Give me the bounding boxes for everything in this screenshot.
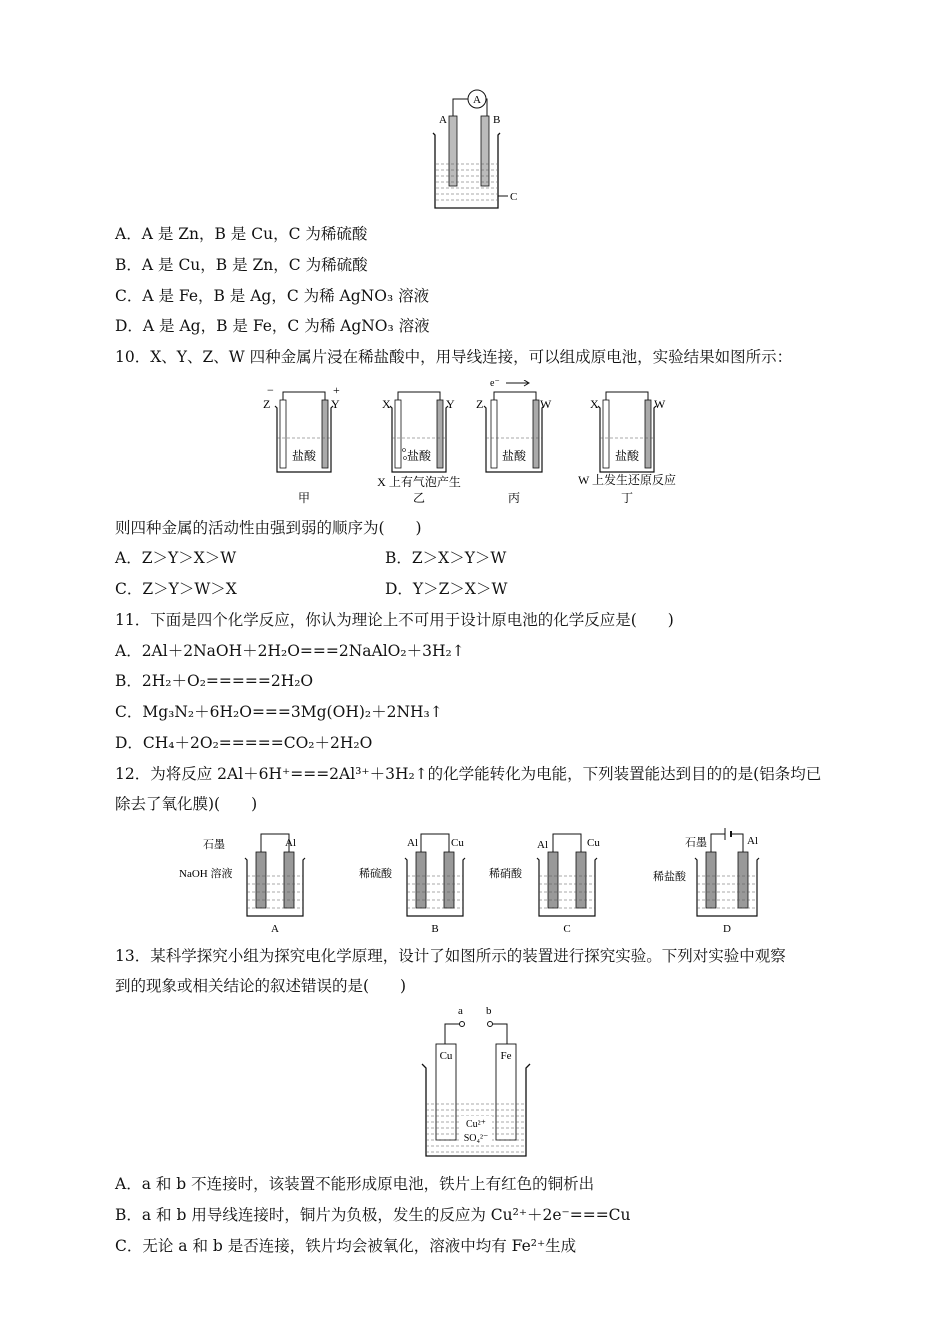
svg-text:NaOH 溶液: NaOH 溶液 — [179, 868, 233, 880]
svg-text:W: W — [654, 397, 666, 411]
q13-apparatus-figure — [420, 1004, 540, 1160]
svg-text:石墨: 石墨 — [685, 837, 707, 849]
q13-stem-line1: 13．某科学探究小组为探究电化学原理，设计了如图所示的装置进行探究实验。下列对实验中观察 — [115, 947, 786, 965]
svg-text:Al: Al — [747, 835, 758, 847]
svg-text:甲: 甲 — [297, 491, 311, 505]
ammeter-label: A — [473, 94, 481, 106]
terminal-a-label: a — [458, 1005, 463, 1017]
cu-electrode-label: Cu — [439, 1050, 453, 1062]
q9-option-b: B．A 是 Cu，B 是 Zn，C 为稀硫酸 — [115, 256, 368, 274]
q13-stem-line2: 到的现象或相关结论的叙述错误的是( ) — [115, 977, 407, 995]
svg-text:X: X — [590, 397, 599, 411]
svg-text:盐酸: 盐酸 — [614, 449, 640, 463]
q12-stem-line2: 除去了氧化膜)( ) — [115, 795, 258, 813]
svg-text:盐酸: 盐酸 — [501, 449, 527, 463]
sulfate-ion-label: SO₄²⁻ — [463, 1133, 489, 1144]
svg-text:Y: Y — [331, 397, 340, 411]
svg-text:丙: 丙 — [507, 491, 521, 505]
q10-question: 则四种金属的活动性由强到弱的顺序为( ) — [115, 519, 422, 537]
svg-text:W 上发生还原反应: W 上发生还原反应 — [577, 473, 677, 487]
q11-option-c: C．Mg₃N₂＋6H₂O===3Mg(OH)₂＋2NH₃↑ — [115, 703, 443, 721]
svg-text:Al: Al — [537, 839, 548, 851]
svg-text:乙: 乙 — [412, 491, 426, 505]
svg-text:Cu: Cu — [451, 837, 464, 849]
q11-option-a: A．2Al＋2NaOH＋2H₂O===2NaAlO₂＋3H₂↑ — [115, 642, 465, 660]
svg-text:稀盐酸: 稀盐酸 — [653, 871, 686, 883]
q12-cell-b — [359, 834, 465, 935]
q12-cell-d — [653, 828, 759, 935]
q12-figures — [175, 826, 775, 938]
svg-text:−: − — [267, 383, 274, 397]
svg-text:Al: Al — [407, 837, 418, 849]
q10-option-a: A．Z＞Y＞X＞W — [115, 549, 237, 567]
q10-option-c: C．Z＞Y＞W＞X — [115, 580, 237, 598]
solution-c-label: C — [510, 191, 518, 203]
svg-text:X: X — [382, 397, 391, 411]
q12-stem-line1: 12．为将反应 2Al＋6H⁺===2Al³⁺＋3H₂↑的化学能转化为电能，下列装置能达到目的的是(铝条均已 — [115, 765, 822, 783]
q9-option-d: D．A 是 Ag，B 是 Fe，C 为稀 AgNO₃ 溶液 — [115, 317, 430, 335]
q9-option-a: A．A 是 Zn，B 是 Cu，C 为稀硫酸 — [115, 225, 368, 243]
q10-cell-yi — [377, 392, 461, 505]
svg-text:Z: Z — [263, 397, 271, 411]
q11-option-d: D．CH₄＋2O₂=====CO₂＋2H₂O — [115, 734, 373, 752]
svg-text:石墨: 石墨 — [203, 839, 225, 851]
svg-text:e⁻: e⁻ — [490, 380, 500, 389]
svg-text:+: + — [333, 383, 340, 397]
q10-cell-ding — [578, 392, 676, 505]
q10-figures — [258, 380, 698, 510]
q10-cell-bing — [476, 380, 552, 505]
q11-stem: 11．下面是四个化学反应，你认为理论上不可用于设计原电池的化学反应是( ) — [115, 611, 674, 629]
terminal-b-label: b — [486, 1005, 492, 1017]
svg-text:Al: Al — [285, 837, 296, 849]
svg-text:稀硫酸: 稀硫酸 — [359, 868, 392, 880]
svg-text:A: A — [271, 923, 279, 935]
svg-text:Y: Y — [446, 397, 455, 411]
svg-text:盐酸: 盐酸 — [406, 449, 432, 463]
q11-option-b: B．2H₂＋O₂=====2H₂O — [115, 672, 314, 690]
svg-text:C: C — [563, 923, 571, 935]
q13-option-c: C．无论 a 和 b 是否连接，铁片均会被氧化，溶液中均有 Fe²⁺生成 — [115, 1237, 577, 1255]
q13-option-a: A．a 和 b 不连接时，该装置不能形成原电池，铁片上有红色的铜析出 — [115, 1175, 595, 1193]
q10-option-b: B．Z＞X＞Y＞W — [385, 549, 507, 567]
svg-text:B: B — [431, 923, 439, 935]
q9-galvanic-cell-figure — [425, 88, 525, 213]
q12-cell-c — [489, 834, 600, 935]
fe-electrode-label: Fe — [500, 1050, 512, 1062]
svg-text:D: D — [723, 923, 731, 935]
svg-text:稀硝酸: 稀硝酸 — [489, 868, 522, 880]
svg-text:盐酸: 盐酸 — [291, 449, 317, 463]
q10-stem: 10．X、Y、Z、W 四种金属片浸在稀盐酸中，用导线连接，可以组成原电池，实验结果如图所示： — [115, 348, 793, 366]
q12-cell-a — [179, 834, 305, 935]
q13-option-b: B．a 和 b 用导线连接时，铜片为负极，发生的反应为 Cu²⁺＋2e⁻===Cu — [115, 1206, 631, 1224]
svg-text:Z: Z — [476, 397, 484, 411]
electrode-a-label: A — [439, 114, 447, 126]
svg-text:Cu: Cu — [587, 837, 600, 849]
cu-ion-label: Cu²⁺ — [466, 1119, 486, 1130]
q10-cell-jia — [263, 383, 340, 505]
svg-text:W: W — [540, 397, 552, 411]
q9-option-c: C．A 是 Fe，B 是 Ag，C 为稀 AgNO₃ 溶液 — [115, 287, 430, 305]
svg-text:X 上有气泡产生: X 上有气泡产生 — [377, 475, 461, 489]
electrode-b-label: B — [493, 114, 501, 126]
q10-option-d: D．Y＞Z＞X＞W — [385, 580, 508, 598]
svg-text:丁: 丁 — [620, 491, 634, 505]
